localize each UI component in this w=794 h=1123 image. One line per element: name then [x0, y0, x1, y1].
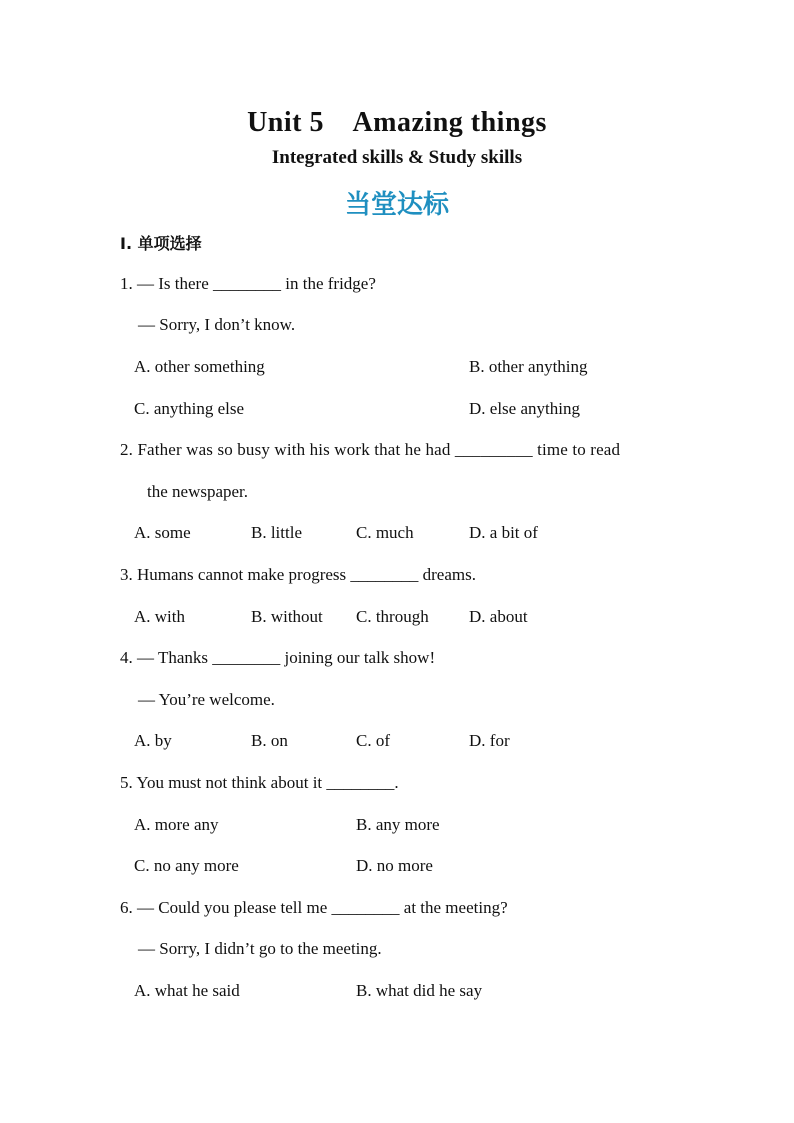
question-2-option-b[interactable]: B. little [251, 523, 302, 542]
question-2-option-a[interactable]: A. some [134, 523, 191, 542]
page-title: Unit 5 Amazing things [247, 107, 547, 138]
question-2-option-d[interactable]: D. a bit of [469, 523, 538, 542]
question-1-option-d[interactable]: D. else anything [469, 399, 580, 418]
question-6-option-a[interactable]: A. what he said [134, 981, 240, 1000]
question-5-stem: 5. You must not think about it ________. [120, 773, 399, 792]
question-3-option-c[interactable]: C. through [356, 607, 429, 626]
question-1-option-a[interactable]: A. other something [134, 357, 265, 376]
question-1-reply: — Sorry, I don’t know. [138, 315, 296, 334]
question-3-option-d[interactable]: D. about [469, 607, 528, 626]
question-4-option-a[interactable]: A. by [134, 731, 172, 750]
question-5-option-b[interactable]: B. any more [356, 815, 440, 834]
question-6-reply: — Sorry, I didn’t go to the meeting. [138, 939, 382, 958]
question-3-option-a[interactable]: A. with [134, 607, 185, 626]
question-6-stem: 6. — Could you please tell me ________ at the meeting? [120, 898, 508, 917]
question-4-option-d[interactable]: D. for [469, 731, 510, 750]
question-3-stem: 3. Humans cannot make progress ________ dreams. [120, 565, 476, 584]
question-4-stem: 4. — Thanks ________ joining our talk show! [120, 648, 436, 667]
question-2-option-c[interactable]: C. much [356, 523, 414, 542]
question-4-reply: — You’re welcome. [138, 690, 275, 709]
question-4-option-b[interactable]: B. on [251, 731, 288, 750]
question-1-option-c[interactable]: C. anything else [134, 399, 245, 418]
question-4-option-c[interactable]: C. of [356, 731, 390, 750]
question-1-stem: 1. — Is there ________ in the fridge? [120, 274, 376, 293]
question-5-option-c[interactable]: C. no any more [134, 856, 239, 875]
question-2-stem: 2. Father was so busy with his work that he had _________ time to read [120, 440, 621, 459]
section-banner: 当堂达标 [344, 190, 449, 220]
question-1-option-b[interactable]: B. other anything [469, 357, 588, 376]
question-5-option-a[interactable]: A. more any [134, 815, 219, 834]
section-heading: Ⅰ. 单项选择 [120, 234, 202, 253]
page-subtitle: Integrated skills & Study skills [271, 147, 523, 168]
question-5-option-d[interactable]: D. no more [356, 856, 433, 875]
question-2-stem-cont: the newspaper. [147, 482, 249, 501]
question-6-option-b[interactable]: B. what did he say [356, 981, 483, 1000]
question-3-option-b[interactable]: B. without [251, 607, 323, 626]
